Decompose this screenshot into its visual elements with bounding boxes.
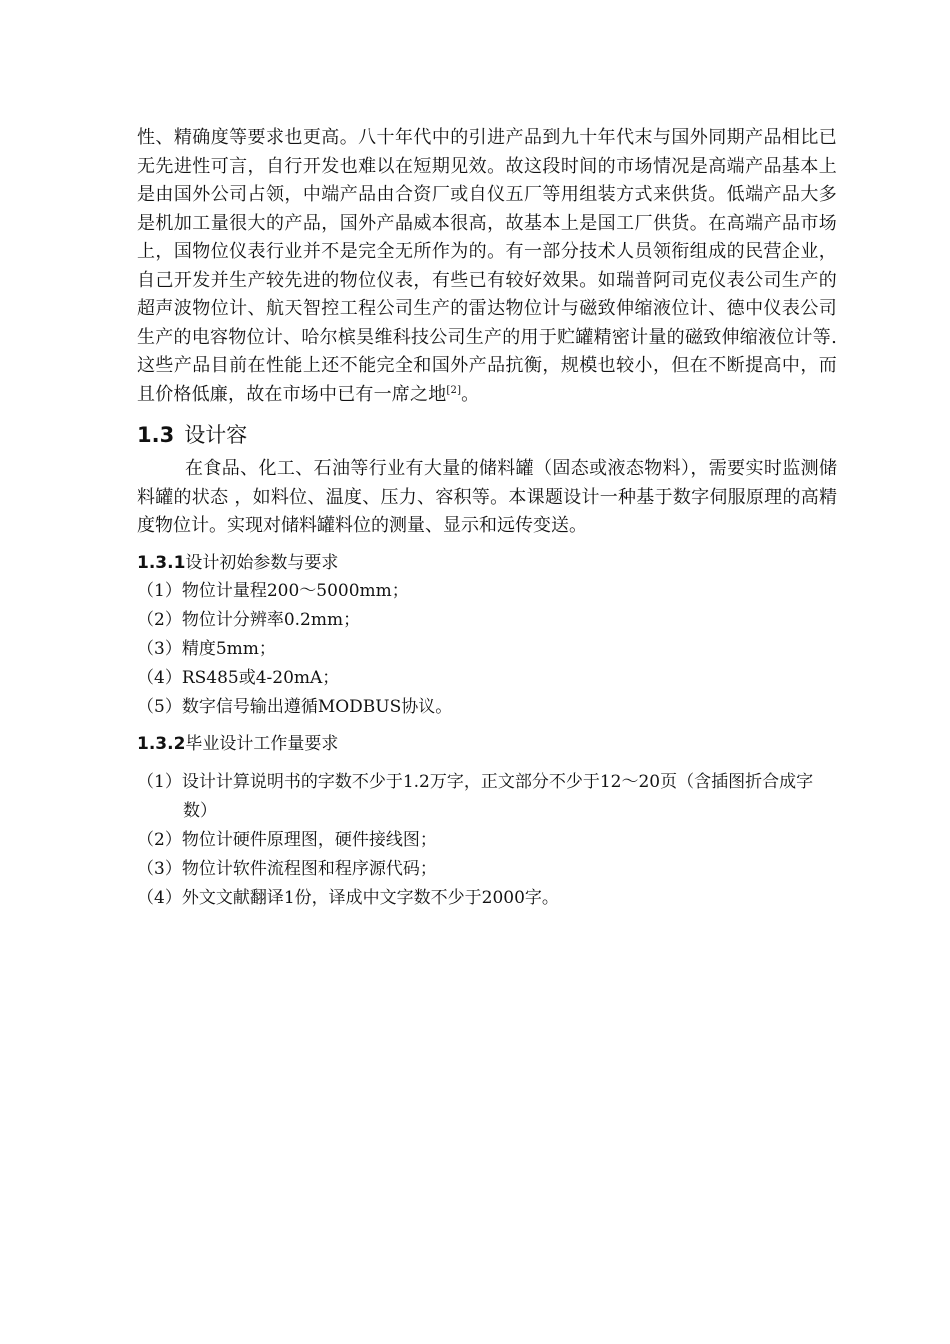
intro-paragraph-text: 性、精确度等要求也更高。八十年代中的引进产品到九十年代末与国外同期产品相比已无先进性可言，自行开发也难以在短期见效。故这段时间的市场情况是高端产品基本上是由国外公司占领，中端产品由合资厂或自仪五厂等用组装方式来供货。低端产品大多是机加工量很大的产品，国外产晶威本很高，故基本上是国工厂供货。在高端产品市场上，国物位仪表行业并不是完全无所作为的。有一部分技术人员领衔组成的民营企业，自己开发并生产较先进的物位仪表，有些已有较好效果。如瑞普阿司克仪表公司生产的超声波物位计、航天智控工程公司生产的雷达物位计与磁致伸缩液位计、德中仪表公司生产的电容物位计、哈尔槟昊维科技公司生产的用于贮罐精密计量的磁致伸缩液位计等.这些产品目前在性能上还不能完全和国外产品抗衡，规模也较小，但在不断提高中，而且价格低廉，故在市场中已有一席之地 — [137, 127, 837, 405]
document-page — [137, 124, 837, 913]
list-item: （3）物位计软件流程图和程序源代码； — [137, 858, 437, 879]
section-1-3-paragraph: 在食品、化工、石油等行业有大量的储料罐（固态或液态物料），需要实时监测储料罐的状态 ，如料位、温度、压力、容积等。本课题设计一种基于数字伺服原理的高精度物位计。实现对储料罐料位的测量、显示和远传变送。 — [137, 458, 837, 536]
section-number: 1.3 — [137, 423, 175, 447]
list-item: （2）物位计分辨率0.2mm； — [137, 609, 361, 630]
subsection-number: 1.3.1 — [137, 552, 186, 573]
subsection-number: 1.3.2 — [137, 733, 186, 754]
citation-reference: [2] — [446, 384, 462, 396]
workload-list — [137, 768, 837, 913]
list-item: （4）RS485或4-20mA； — [137, 667, 340, 688]
section-heading-1-3 — [137, 419, 837, 451]
subsection-title: 设计初始参数与要求 — [185, 552, 339, 573]
section-title: 设计容 — [184, 423, 248, 447]
list-item: （3）精度5mm； — [137, 638, 276, 659]
intro-paragraph-end: 。 — [461, 383, 480, 405]
requirements-list — [137, 577, 837, 722]
list-item: （2）物位计硬件原理图，硬件接线图； — [137, 829, 437, 850]
list-item: （4）外文文献翻译1份，译成中文字数不少于2000字。 — [137, 887, 559, 908]
subsection-title: 毕业设计工作量要求 — [185, 733, 339, 754]
subsection-heading-1-3-1 — [137, 549, 837, 577]
list-item: （1）设计计算说明书的字数不少于1.2万字，正文部分不少于12～20页（含插图折合成字数） — [137, 771, 814, 821]
list-item: （1）物位计量程200～5000mm； — [137, 580, 409, 601]
list-item: （5）数字信号输出遵循MODBUS协议。 — [137, 696, 453, 717]
subsection-heading-1-3-2 — [137, 730, 837, 758]
intro-paragraph — [137, 124, 837, 409]
